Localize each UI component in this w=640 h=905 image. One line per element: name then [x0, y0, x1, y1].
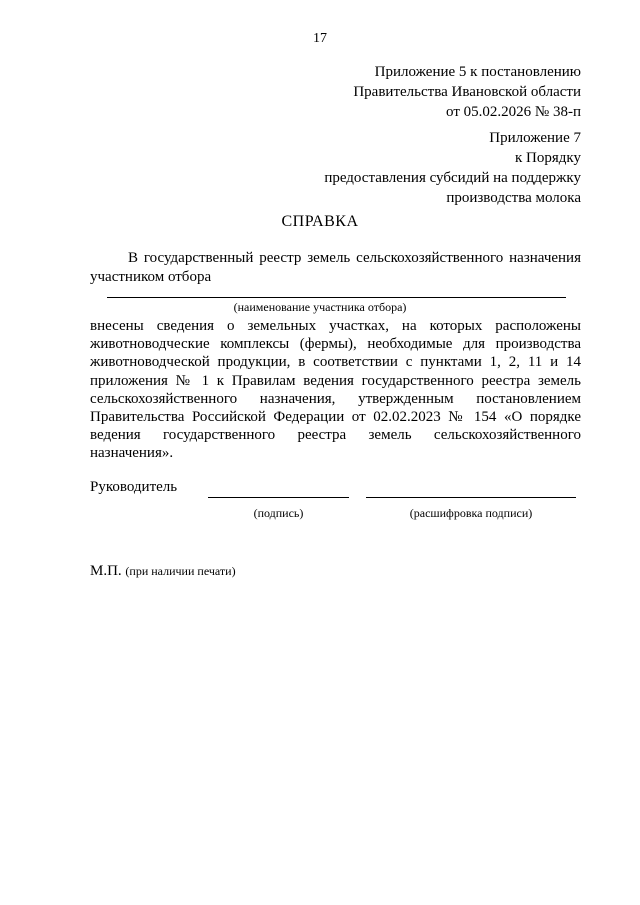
signature-decryption-caption: (расшифровка подписи): [409, 506, 533, 520]
appendix-1-line-3: от 05.02.2026 № 38-п: [446, 104, 581, 120]
document-title: СПРАВКА: [281, 213, 359, 230]
signer-label: Руководитель: [90, 479, 178, 495]
stamp-label: М.П.: [90, 563, 122, 579]
signature-decryption-line: [366, 497, 576, 498]
body-paragraph: внесены сведения о земельных участках, на которых расположены животноводческие комплексы (фермы), необходимые для производства животноводческой продукции, в соответствии с пунктами 1, 2, 11 и 14 приложения № 1 к Правилам ведения государственного реестра земель сельскохозяйственного назначения, утвержденным постановлением Правительства Российской Федерации от 02.02.2023 № 154 «О порядке ведения государственного реестра земель сельскохозяйственного назначения».: [90, 318, 581, 462]
stamp-note: (при наличии печати): [125, 564, 236, 578]
participant-name-line: [107, 297, 566, 298]
appendix-1-line-1: Приложение 5 к постановлению: [374, 64, 581, 80]
participant-name-caption: (наименование участника отбора): [233, 300, 407, 314]
appendix-2-line-4: производства молока: [446, 190, 581, 206]
appendix-2-line-2: к Порядку: [515, 150, 581, 166]
appendix-header-procedure: [324, 128, 581, 208]
appendix-header-resolution: [353, 62, 581, 122]
intro-paragraph: В государственный реестр земель сельскохозяйственного назначения участником отбора: [90, 250, 581, 285]
signature-caption: (подпись): [253, 506, 304, 520]
appendix-2-line-1: Приложение 7: [489, 130, 581, 146]
signature-line: [208, 497, 349, 498]
page-number: 17: [313, 31, 327, 46]
appendix-1-line-2: Правительства Ивановской области: [353, 84, 581, 100]
appendix-2-line-3: предоставления субсидий на поддержку: [324, 170, 581, 186]
stamp-placeholder: [90, 563, 236, 580]
